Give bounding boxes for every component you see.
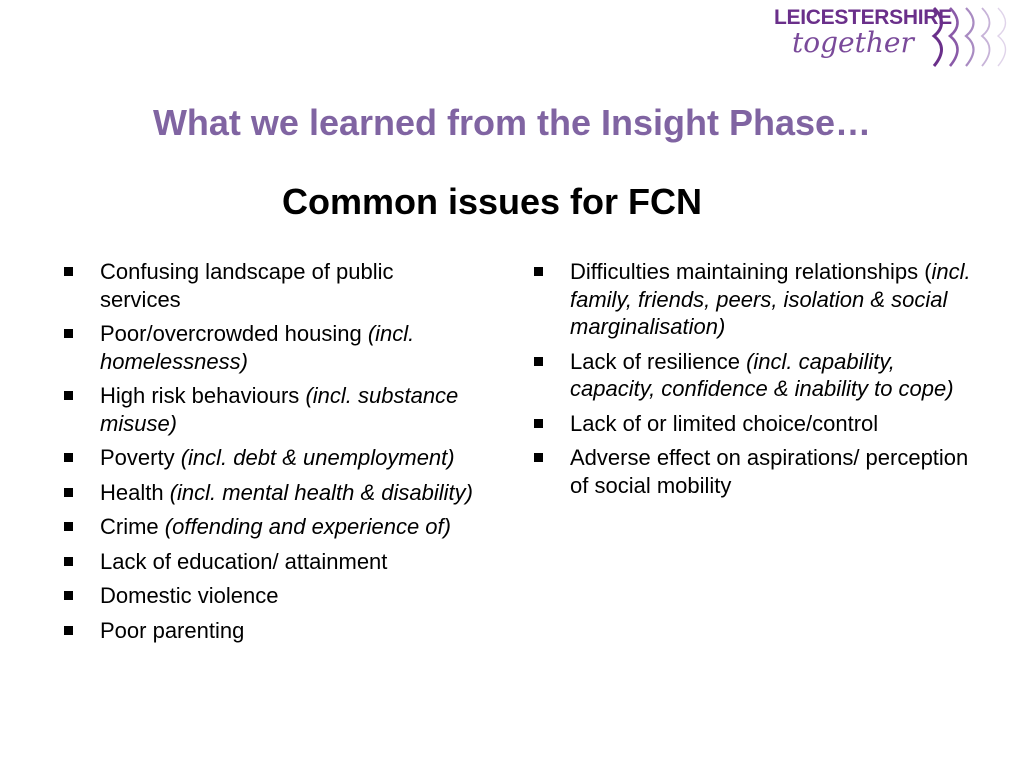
square-bullet-icon bbox=[64, 329, 73, 338]
list-item-text: Poverty bbox=[100, 445, 181, 470]
square-bullet-icon bbox=[64, 626, 73, 635]
square-bullet-icon bbox=[64, 488, 73, 497]
list-item bbox=[532, 444, 972, 499]
square-bullet-icon bbox=[534, 357, 543, 366]
slide-subtitle: Common issues for FCN bbox=[281, 181, 703, 222]
list-item-text: Difficulties maintaining relationships ( bbox=[570, 259, 932, 284]
square-bullet-icon bbox=[64, 522, 73, 531]
list-item-note: (incl. capability, capacity, confidence & inability to cope) bbox=[570, 348, 954, 401]
square-bullet-icon bbox=[64, 267, 73, 276]
list-item bbox=[62, 382, 480, 437]
list-item-text: Crime bbox=[100, 514, 165, 539]
leicestershire-together-logo bbox=[772, 4, 1020, 70]
list-item bbox=[532, 410, 972, 438]
logo-wordmark-bottom: together bbox=[792, 26, 914, 59]
list-item bbox=[62, 548, 480, 576]
list-item-text: Domestic violence bbox=[100, 583, 279, 608]
square-bullet-icon bbox=[64, 391, 73, 400]
square-bullet-icon bbox=[64, 557, 73, 566]
square-bullet-icon bbox=[534, 267, 543, 276]
list-item bbox=[62, 444, 480, 472]
list-item-text: Poor parenting bbox=[100, 617, 245, 643]
issues-list-right bbox=[532, 258, 972, 506]
list-item-text: Lack of resilience bbox=[570, 348, 747, 374]
logo-wordmark-top: LEICESTERSHIRE bbox=[774, 6, 952, 29]
issues-list-left bbox=[62, 258, 480, 651]
list-item-text: High risk behaviours bbox=[100, 383, 306, 408]
list-item-text: Adverse effect on aspirations/ perception of social mobility bbox=[570, 445, 969, 498]
square-bullet-icon bbox=[534, 453, 543, 462]
list-item bbox=[62, 258, 480, 313]
slide-title: What we learned from the Insight Phase… bbox=[152, 102, 872, 143]
list-item-note: (offending and experience of) bbox=[164, 514, 451, 539]
square-bullet-icon bbox=[64, 591, 73, 600]
list-item bbox=[62, 582, 480, 610]
list-item-note: (incl. mental health & disability) bbox=[169, 479, 473, 505]
list-item bbox=[62, 513, 480, 541]
list-item-text: Lack of or limited choice/control bbox=[570, 410, 879, 436]
list-item-note: (incl. substance misuse) bbox=[100, 383, 459, 436]
list-item-text: Health bbox=[100, 479, 170, 505]
logo-swirl-icon bbox=[928, 4, 1020, 70]
list-item-note: (incl. debt & unemployment) bbox=[180, 445, 455, 470]
square-bullet-icon bbox=[534, 419, 543, 428]
list-item bbox=[532, 348, 972, 403]
list-item-text: Lack of education/ attainment bbox=[100, 548, 388, 574]
list-item-text: Confusing landscape of public services bbox=[100, 259, 394, 312]
list-item-note: incl. family, friends, peers, isolation & social marginalisation) bbox=[570, 259, 971, 339]
list-item bbox=[62, 320, 480, 375]
list-item bbox=[62, 479, 480, 507]
list-item bbox=[532, 258, 972, 341]
square-bullet-icon bbox=[64, 453, 73, 462]
list-item-note: (incl. homelessness) bbox=[100, 321, 415, 374]
list-item bbox=[62, 617, 480, 645]
list-item-text: Poor/overcrowded housing bbox=[100, 321, 368, 346]
